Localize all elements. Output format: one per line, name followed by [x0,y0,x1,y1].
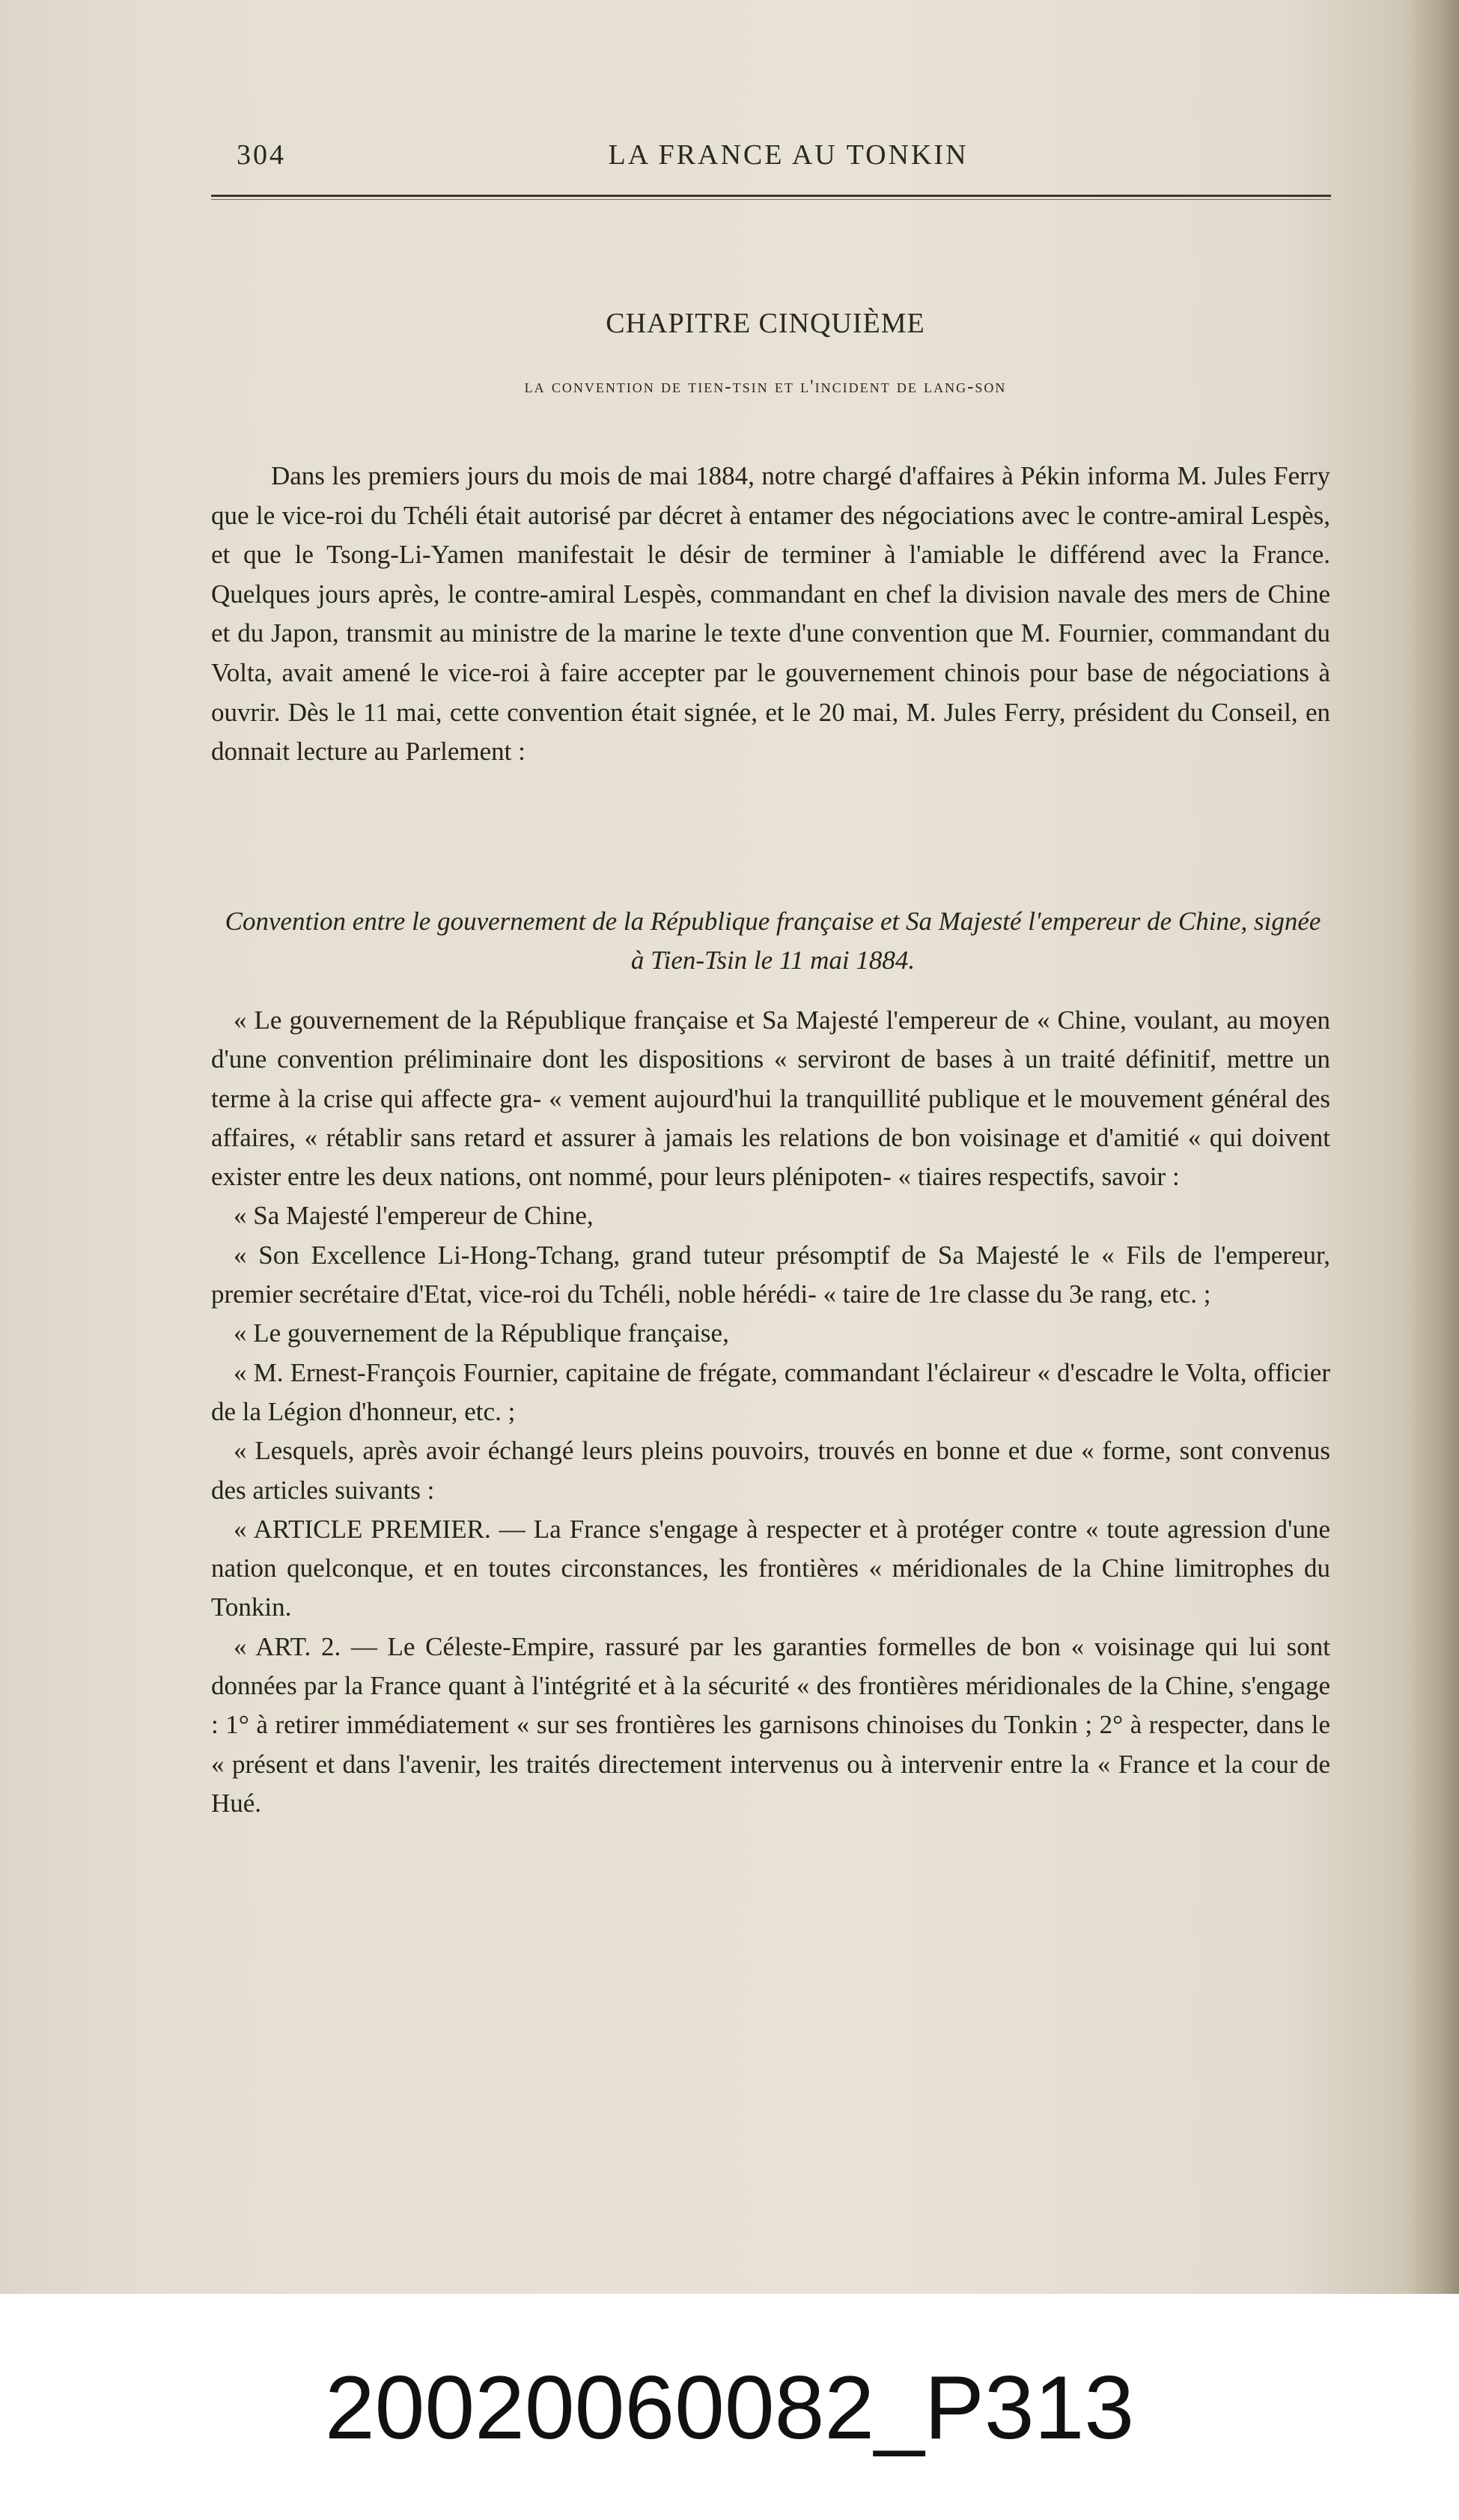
quote-paragraph: « Sa Majesté l'empereur de Chine, [234,1201,594,1231]
chapter-title: CHAPITRE CINQUIÈME [606,308,925,339]
article-2: « ART. 2. — Le Céleste-Empire, rassuré par les garanties formelles de bon « voisinage qui lui sont données par la France quant à l'intégrité et à la sécurité « des frontières méridionales de la Chine, s'engage : 1° à retirer immédiatement « sur ses frontières les garnisons chinoises du Tonkin ; 2° à respecter, dans le « présent et dans l'avenir, les traités directement intervenus ou à intervenir entre la « France et la cour de Hué. [211,1631,1330,1818]
page-header [216,139,1331,176]
quote-paragraph: « M. Ernest-François Fournier, capitaine de frégate, commandant l'éclaireur « d'escadre le Volta, officier de la Légion d'honneur, etc. ; [211,1357,1330,1426]
quote-paragraph: « Le gouvernement de la République française et Sa Majesté l'empereur de « Chine, voulant, au moyen d'une convention préliminaire dont les dispositions « serviront de bases à un traité définitif, mettre un terme à la crise qui affecte gra- « vement aujourd'hui la tranquillité publique et le mouvement général des affaires, « rétablir sans retard et assurer à jamais les relations de bon voisinage et d'amitié « qui doivent exister entre les deux nations, ont nommé, pour leurs plénipoten- « tiaires respectifs, savoir : [211,1005,1330,1192]
intro-paragraph: Dans les premiers jours du mois de mai 1884, notre chargé d'affaires à Pékin informa M. Jules Ferry que le vice-roi du Tchéli était autorisé par décret à entamer des négociations avec le contre-amiral Lespès, et que le Tsong-Li-Yamen manifestait le désir de terminer à l'amiable le différend avec la France. Quelques jours après, le contre-amiral Lespès, commandant en chef la division navale des mers de Chine et du Japon, transmit au ministre de la marine le texte d'une convention que M. Fournier, commandant du Volta, avait amené le vice-roi à faire accepter par le gouvernement chinois pour base de négociations à ouvrir. Dès le 11 mai, cette convention était signée, et le 20 mai, M. Jules Ferry, président du Conseil, en donnait lecture au Parlement : [211,461,1330,767]
page-number: 304 [237,139,286,171]
quote-paragraph: « Le gouvernement de la République française, [234,1318,729,1348]
image-id-label: 20020060082_P313 [324,2358,1135,2458]
convention-text [211,1001,1330,1823]
header-rule-thin [211,199,1331,200]
convention-title: Convention entre le gouvernement de la République française et Sa Majesté l'empereur de Chine, signée à Tien-Tsin le 11 mai 1884. [225,907,1321,975]
running-head: LA FRANCE AU TONKIN [608,139,969,171]
article-premier: « ARTICLE PREMIER. — La France s'engage à respecter et à protéger contre « toute agression d'une nation quelconque, et en toutes circonstances, les frontières « méridionales de la Chine limitrophes du Tonkin. [211,1514,1330,1622]
header-rule [211,195,1331,197]
page-edge-shadow [1407,0,1459,2294]
quote-paragraph: « Lesquels, après avoir échangé leurs pleins pouvoirs, trouvés en bonne et due « forme, sont convenus des articles suivants : [211,1436,1330,1505]
quote-paragraph: « Son Excellence Li-Hong-Tchang, grand tuteur présomptif de Sa Majesté le « Fils de l'empereur, premier secrétaire d'Etat, vice-roi du Tchéli, noble hérédi- « taire de 1re classe du 3e rang, etc. ; [211,1240,1330,1309]
chapter-subtitle: la convention de tien-tsin et l'incident de lang-son [524,377,1007,397]
